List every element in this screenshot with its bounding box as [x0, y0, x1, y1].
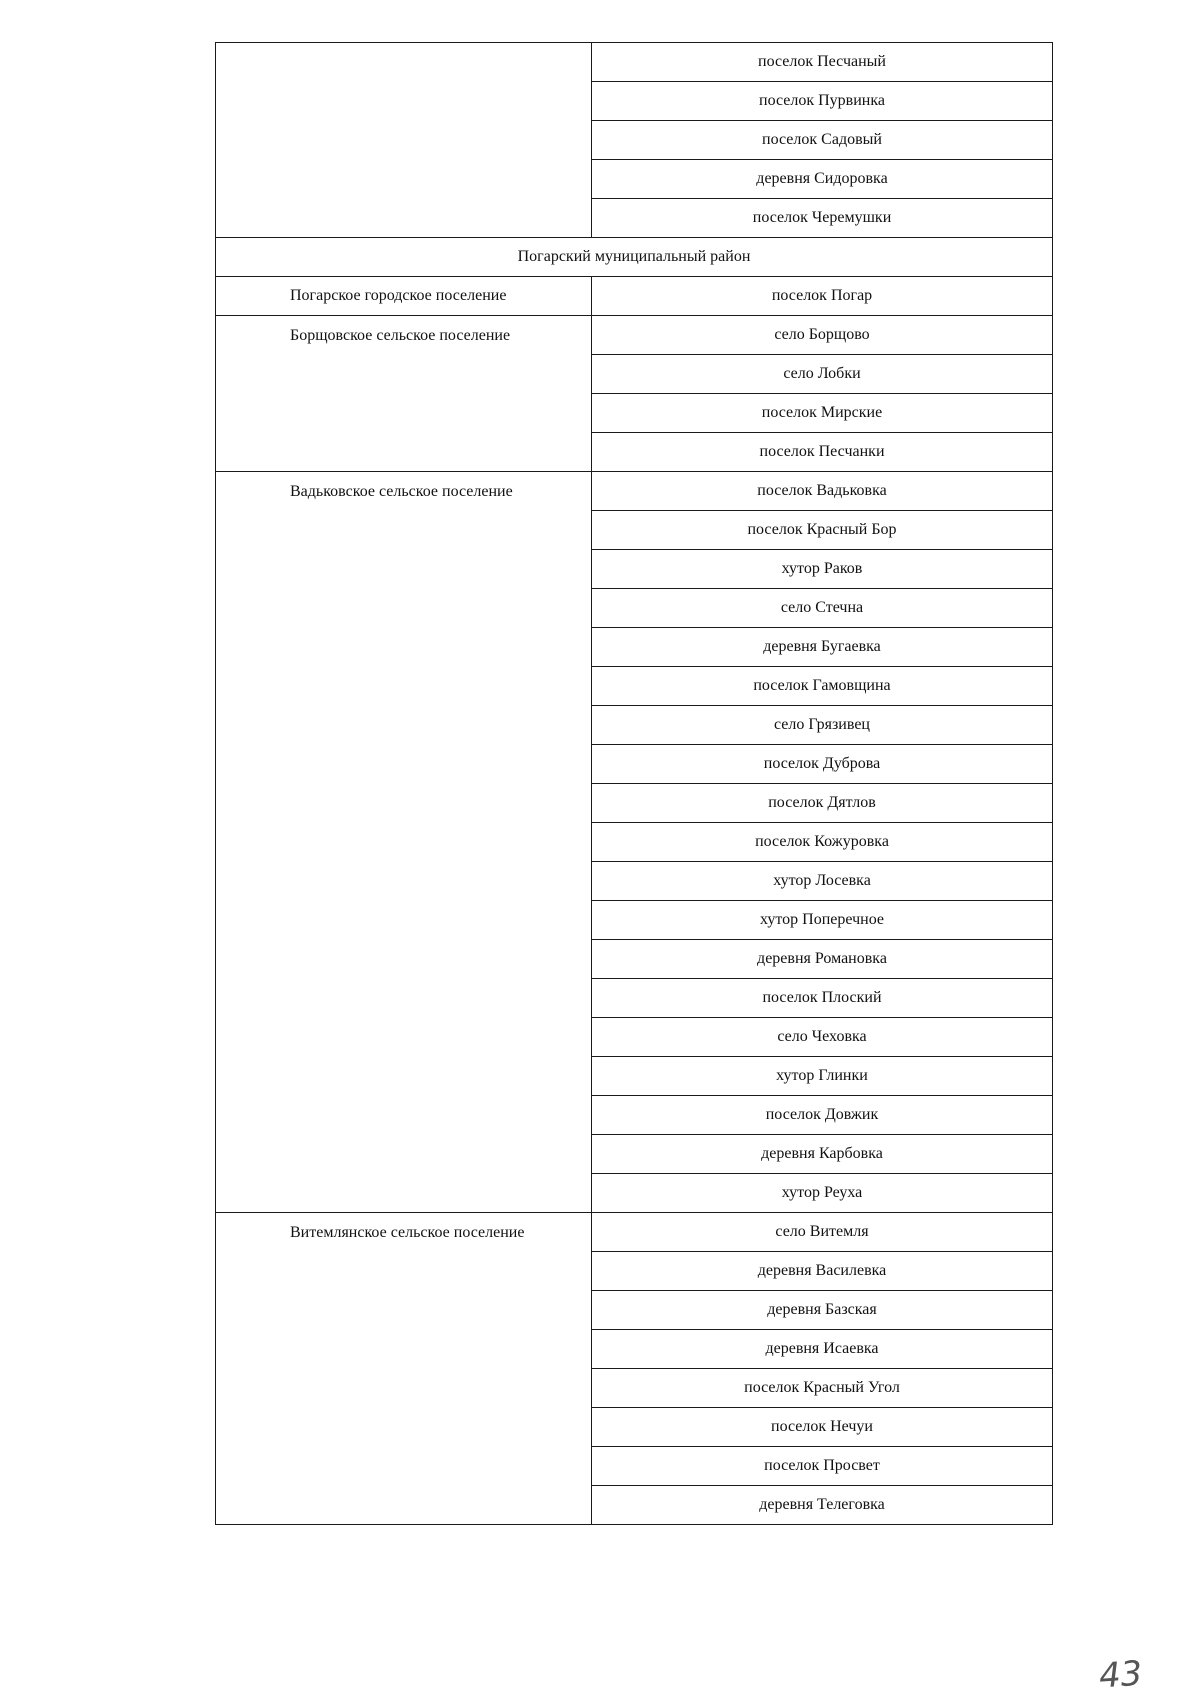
locality-cell: поселок Просвет — [592, 1447, 1053, 1486]
locality-cell: поселок Гамовщина — [592, 667, 1053, 706]
locality-cell: поселок Вадьковка — [592, 472, 1053, 511]
settlement-name: Борщовское сельское поселение — [216, 316, 592, 472]
locality-cell: поселок Черемушки — [592, 199, 1053, 238]
locality-cell: поселок Пурвинка — [592, 82, 1053, 121]
district-heading: Погарский муниципальный район — [216, 238, 1053, 277]
locality-cell: село Стечна — [592, 589, 1053, 628]
locality-cell: поселок Погар — [592, 277, 1053, 316]
locality-cell: деревня Исаевка — [592, 1330, 1053, 1369]
locality-cell: поселок Нечуи — [592, 1408, 1053, 1447]
locality-cell: деревня Карбовка — [592, 1135, 1053, 1174]
locality-cell: хутор Реуха — [592, 1174, 1053, 1213]
locality-cell: поселок Довжик — [592, 1096, 1053, 1135]
settlements-table — [215, 42, 1053, 1525]
settlement-name: Погарское городское поселение — [216, 277, 592, 316]
locality-cell: поселок Дуброва — [592, 745, 1053, 784]
locality-cell: поселок Садовый — [592, 121, 1053, 160]
table-row — [216, 277, 1053, 316]
settlement-cell-empty — [216, 43, 592, 238]
district-row — [216, 238, 1053, 277]
locality-cell: деревня Бугаевка — [592, 628, 1053, 667]
table-row — [216, 472, 1053, 511]
page-number: 43 — [1097, 1653, 1144, 1697]
locality-cell: поселок Дятлов — [592, 784, 1053, 823]
locality-cell: село Чеховка — [592, 1018, 1053, 1057]
locality-cell: поселок Песчанки — [592, 433, 1053, 472]
locality-cell: хутор Поперечное — [592, 901, 1053, 940]
locality-cell: поселок Плоский — [592, 979, 1053, 1018]
locality-cell: хутор Лосевка — [592, 862, 1053, 901]
locality-cell: деревня Телеговка — [592, 1486, 1053, 1525]
locality-cell: село Лобки — [592, 355, 1053, 394]
locality-cell: поселок Песчаный — [592, 43, 1053, 82]
locality-cell: село Борщово — [592, 316, 1053, 355]
locality-cell: хутор Глинки — [592, 1057, 1053, 1096]
locality-cell: село Грязивец — [592, 706, 1053, 745]
locality-cell: деревня Василевка — [592, 1252, 1053, 1291]
settlement-name: Вадьковское сельское поселение — [216, 472, 592, 1213]
locality-cell: поселок Кожуровка — [592, 823, 1053, 862]
locality-cell: поселок Мирские — [592, 394, 1053, 433]
locality-cell: деревня Романовка — [592, 940, 1053, 979]
locality-cell: поселок Красный Угол — [592, 1369, 1053, 1408]
table-row — [216, 316, 1053, 355]
table-row — [216, 43, 1053, 82]
locality-cell: село Витемля — [592, 1213, 1053, 1252]
locality-cell: деревня Базская — [592, 1291, 1053, 1330]
locality-cell: поселок Красный Бор — [592, 511, 1053, 550]
settlement-name: Витемлянское сельское поселение — [216, 1213, 592, 1525]
locality-cell: хутор Раков — [592, 550, 1053, 589]
locality-cell: деревня Сидоровка — [592, 160, 1053, 199]
table-row — [216, 1213, 1053, 1252]
